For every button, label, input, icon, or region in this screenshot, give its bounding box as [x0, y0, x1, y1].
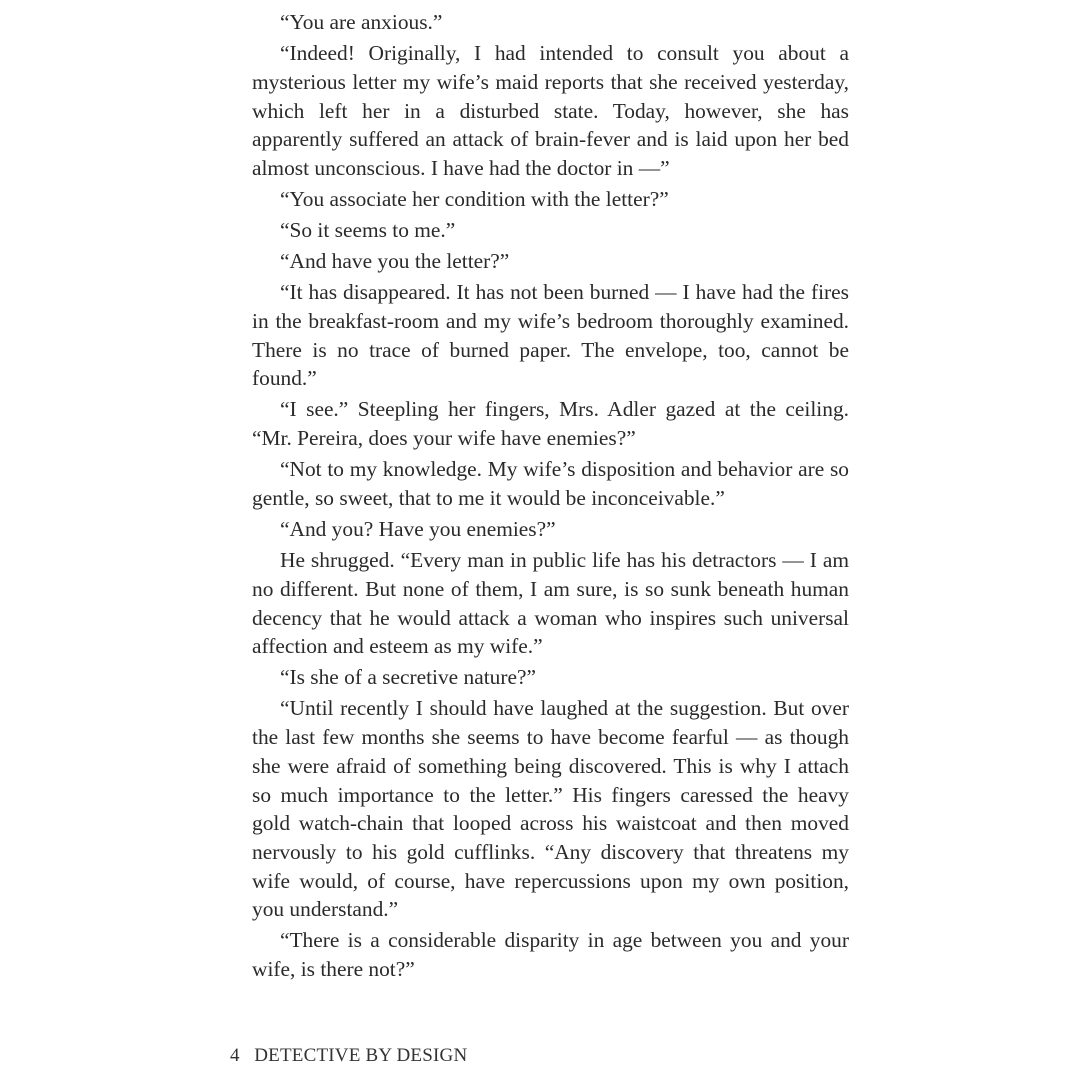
paragraph: “Until recently I should have laughed at the suggestion. But over the last few months she seems to have become fearful — as though she were afraid of something being discovered. This is why I attach so much importance to the letter.” His fingers caressed the heavy gold watch-chain that looped across his waistcoat and then moved nervously to his gold cufflinks. “Any discovery that threatens my wife would, of course, have repercussions upon my own position, you understand.” [252, 696, 849, 922]
paragraph: “I see.” Steepling her fingers, Mrs. Adler gazed at the ceiling. “Mr. Pereira, does your wife have enemies?” [252, 397, 849, 451]
paragraph: He shrugged. “Every man in public life has his detractors — I am no different. But none of them, I am sure, is so sunk beneath human decency that he would attack a woman who inspires such universal affection and esteem as my wife.” [252, 548, 849, 659]
page-footer [230, 1043, 467, 1069]
page-number: 4 [230, 1045, 240, 1066]
paragraph: “Not to my knowledge. My wife’s disposition and behavior are so gentle, so sweet, that to me it would be inconceivable.” [252, 457, 849, 510]
paragraph: “And have you the letter?” [280, 249, 510, 274]
paragraph: “Is she of a secretive nature?” [280, 665, 536, 690]
paragraph: “So it seems to me.” [280, 218, 456, 243]
running-head: DETECTIVE BY DESIGN [254, 1045, 468, 1066]
paragraph: “It has disappeared. It has not been burned — I have had the fires in the breakfast-room and my wife’s bedroom thoroughly examined. There is no trace of burned paper. The envelope, too, cannot be found.” [252, 280, 849, 391]
paragraph: “Indeed! Originally, I had intended to consult you about a mysterious letter my wife’s maid reports that she received yesterday, which left her in a disturbed state. Today, however, she has apparently suffered an attack of brain-fever and is laid upon her bed almost unconscious. I have had the doctor in —” [252, 41, 849, 180]
paragraph: “You are anxious.” [280, 10, 443, 34]
paragraph: “And you? Have you enemies?” [280, 517, 556, 542]
paragraph: “There is a considerable disparity in age between you and your wife, is there not?” [252, 928, 849, 982]
body-text [252, 8, 849, 986]
paragraph: “You associate her condition with the letter?” [280, 187, 669, 211]
